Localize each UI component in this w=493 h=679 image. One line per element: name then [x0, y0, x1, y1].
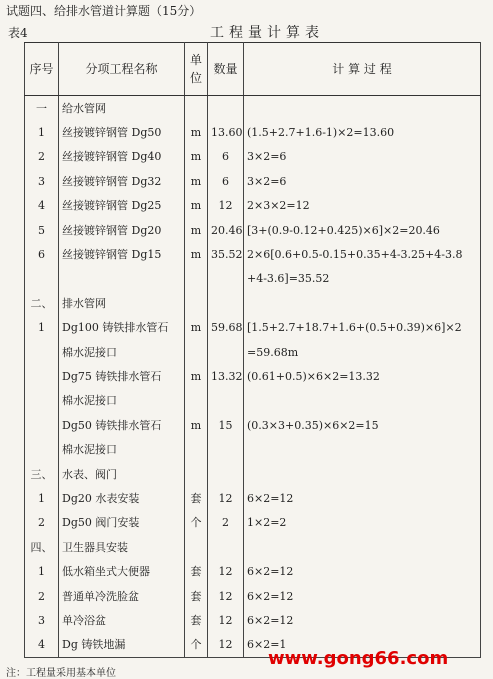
- table-row: [25, 462, 481, 486]
- item-name-cell: 排水管网: [59, 291, 185, 315]
- calculation-cell: (0.3×3+0.35)×6×2=15: [244, 413, 481, 437]
- unit-cell: 套: [185, 559, 208, 583]
- row-number-cell: 1: [25, 120, 59, 144]
- quantity-cell: [208, 462, 244, 486]
- row-number-cell: 1: [25, 559, 59, 583]
- quantity-cell: [208, 291, 244, 315]
- table-row: [25, 145, 481, 169]
- quantity-cell: [208, 389, 244, 413]
- footnote: 注：工程量采用基本单位: [6, 668, 116, 679]
- row-number-cell: 4: [25, 633, 59, 658]
- item-name-cell: 给水管网: [59, 96, 185, 121]
- table-row: [25, 267, 481, 291]
- unit-cell: m: [185, 194, 208, 218]
- table-row: [25, 511, 481, 535]
- quantity-cell: [208, 267, 244, 291]
- table-row: [25, 559, 481, 583]
- calculation-cell: [244, 96, 481, 121]
- calculation-cell: [244, 462, 481, 486]
- quantity-cell: 59.68: [208, 316, 244, 340]
- quantity-cell: [208, 340, 244, 364]
- row-number-cell: 四、: [25, 535, 59, 559]
- item-name-cell: 低水箱坐式大便器: [59, 559, 185, 583]
- calculation-cell: (1.5+2.7+1.6-1)×2=13.60: [244, 120, 481, 144]
- item-name-cell: Dg20 水表安装: [59, 486, 185, 510]
- row-number-cell: [25, 267, 59, 291]
- watermark-text: www.gong66.com: [268, 648, 449, 669]
- quantity-cell: 15: [208, 413, 244, 437]
- table-row: [25, 316, 481, 340]
- item-name-cell: Dg75 铸铁排水管石: [59, 364, 185, 388]
- quantity-cell: [208, 437, 244, 461]
- calculation-cell: 3×2=6: [244, 145, 481, 169]
- unit-cell: [185, 535, 208, 559]
- quantity-cell: 2: [208, 511, 244, 535]
- col-header-calc: 计 算 过 程: [244, 43, 481, 96]
- row-number-cell: [25, 364, 59, 388]
- table-row: [25, 364, 481, 388]
- item-name-cell: Dg50 阀门安装: [59, 511, 185, 535]
- table-title: 工程量计算表: [210, 25, 324, 41]
- row-number-cell: 6: [25, 242, 59, 266]
- calculation-cell: [1.5+2.7+18.7+1.6+(0.5+0.39)×6]×2: [244, 316, 481, 340]
- unit-cell: [185, 340, 208, 364]
- row-number-cell: 三、: [25, 462, 59, 486]
- unit-cell: m: [185, 413, 208, 437]
- row-number-cell: [25, 437, 59, 461]
- calculation-cell: 6×2=12: [244, 584, 481, 608]
- table-row: [25, 413, 481, 437]
- row-number-cell: 4: [25, 194, 59, 218]
- table-row: [25, 169, 481, 193]
- item-name-cell: 丝接镀锌钢管 Dg50: [59, 120, 185, 144]
- row-number-cell: 一: [25, 96, 59, 121]
- quantity-cell: 12: [208, 194, 244, 218]
- unit-cell: m: [185, 242, 208, 266]
- calculation-cell: 1×2=2: [244, 511, 481, 535]
- row-number-cell: [25, 340, 59, 364]
- item-name-cell: 丝接镀锌钢管 Dg25: [59, 194, 185, 218]
- table-row: [25, 486, 481, 510]
- quantity-table-wrapper: [24, 42, 480, 658]
- unit-cell: 个: [185, 511, 208, 535]
- row-number-cell: 5: [25, 218, 59, 242]
- col-header-unit: [185, 43, 208, 96]
- unit-cell: 套: [185, 486, 208, 510]
- row-number-cell: 1: [25, 316, 59, 340]
- calculation-cell: 6×2=1: [244, 633, 481, 658]
- unit-cell: 套: [185, 584, 208, 608]
- quantity-cell: 13.60: [208, 120, 244, 144]
- row-number-cell: 1: [25, 486, 59, 510]
- table-row: [25, 194, 481, 218]
- calculation-cell: [3+(0.9-0.12+0.425)×6]×2=20.46: [244, 218, 481, 242]
- item-name-cell: 卫生器具安装: [59, 535, 185, 559]
- unit-cell: [185, 267, 208, 291]
- table-row: [25, 608, 481, 632]
- unit-cell: m: [185, 120, 208, 144]
- calculation-cell: [244, 291, 481, 315]
- row-number-cell: 二、: [25, 291, 59, 315]
- calculation-cell: [244, 389, 481, 413]
- calculation-cell: 6×2=12: [244, 608, 481, 632]
- quantity-table: [24, 42, 481, 658]
- item-name-cell: 丝接镀锌钢管 Dg20: [59, 218, 185, 242]
- unit-cell: m: [185, 364, 208, 388]
- item-name-cell: 棉水泥接口: [59, 389, 185, 413]
- row-number-cell: 3: [25, 169, 59, 193]
- table-row: [25, 291, 481, 315]
- unit-cell: m: [185, 218, 208, 242]
- row-number-cell: [25, 389, 59, 413]
- unit-cell: m: [185, 316, 208, 340]
- table-row: [25, 96, 481, 121]
- calculation-cell: 2×6[0.6+0.5-0.15+0.35+4-3.25+4-3.8: [244, 242, 481, 266]
- unit-cell: [185, 96, 208, 121]
- item-name-cell: 棉水泥接口: [59, 437, 185, 461]
- quantity-cell: 12: [208, 559, 244, 583]
- table-label: 表4: [8, 26, 28, 40]
- unit-cell: [185, 437, 208, 461]
- table-header-row: [25, 43, 481, 96]
- col-header-name: 分项工程名称: [59, 43, 185, 96]
- table-row: [25, 340, 481, 364]
- row-number-cell: [25, 413, 59, 437]
- calculation-cell: [244, 535, 481, 559]
- item-name-cell: 丝接镀锌钢管 Dg32: [59, 169, 185, 193]
- row-number-cell: 2: [25, 584, 59, 608]
- table-row: [25, 218, 481, 242]
- item-name-cell: 普通单冷洗脸盆: [59, 584, 185, 608]
- col-header-no: 序号: [25, 43, 59, 96]
- calculation-cell: +4-3.6]=35.52: [244, 267, 481, 291]
- item-name-cell: Dg100 铸铁排水管石: [59, 316, 185, 340]
- unit-cell: 个: [185, 633, 208, 658]
- unit-cell: [185, 389, 208, 413]
- calculation-cell: 6×2=12: [244, 486, 481, 510]
- calculation-cell: =59.68m: [244, 340, 481, 364]
- table-row: [25, 389, 481, 413]
- quantity-cell: 12: [208, 584, 244, 608]
- item-name-cell: 丝接镀锌钢管 Dg40: [59, 145, 185, 169]
- item-name-cell: [59, 267, 185, 291]
- item-name-cell: 丝接镀锌钢管 Dg15: [59, 242, 185, 266]
- calculation-cell: [244, 437, 481, 461]
- quantity-cell: 12: [208, 608, 244, 632]
- calculation-cell: (0.61+0.5)×6×2=13.32: [244, 364, 481, 388]
- quantity-cell: 35.52: [208, 242, 244, 266]
- row-number-cell: 2: [25, 145, 59, 169]
- col-header-qty: 数量: [208, 43, 244, 96]
- item-name-cell: 棉水泥接口: [59, 340, 185, 364]
- table-row: [25, 120, 481, 144]
- col-header-unit-text: 单位: [190, 53, 203, 85]
- quantity-cell: [208, 535, 244, 559]
- unit-cell: m: [185, 145, 208, 169]
- row-number-cell: 3: [25, 608, 59, 632]
- quantity-cell: 13.32: [208, 364, 244, 388]
- exam-title: 试题四、给排水管道计算题（15分）: [6, 4, 202, 18]
- unit-cell: m: [185, 169, 208, 193]
- item-name-cell: 单冷浴盆: [59, 608, 185, 632]
- quantity-cell: 12: [208, 486, 244, 510]
- unit-cell: [185, 462, 208, 486]
- item-name-cell: 水表、阀门: [59, 462, 185, 486]
- unit-cell: 套: [185, 608, 208, 632]
- calculation-cell: 2×3×2=12: [244, 194, 481, 218]
- unit-cell: [185, 291, 208, 315]
- table-row: [25, 535, 481, 559]
- quantity-cell: 6: [208, 145, 244, 169]
- item-name-cell: Dg50 铸铁排水管石: [59, 413, 185, 437]
- item-name-cell: Dg 铸铁地漏: [59, 633, 185, 658]
- calculation-cell: 6×2=12: [244, 559, 481, 583]
- quantity-cell: [208, 96, 244, 121]
- quantity-cell: 6: [208, 169, 244, 193]
- calculation-cell: 3×2=6: [244, 169, 481, 193]
- table-row: [25, 242, 481, 266]
- quantity-cell: 12: [208, 633, 244, 658]
- row-number-cell: 2: [25, 511, 59, 535]
- quantity-cell: 20.46: [208, 218, 244, 242]
- table-row: [25, 584, 481, 608]
- table-row: [25, 437, 481, 461]
